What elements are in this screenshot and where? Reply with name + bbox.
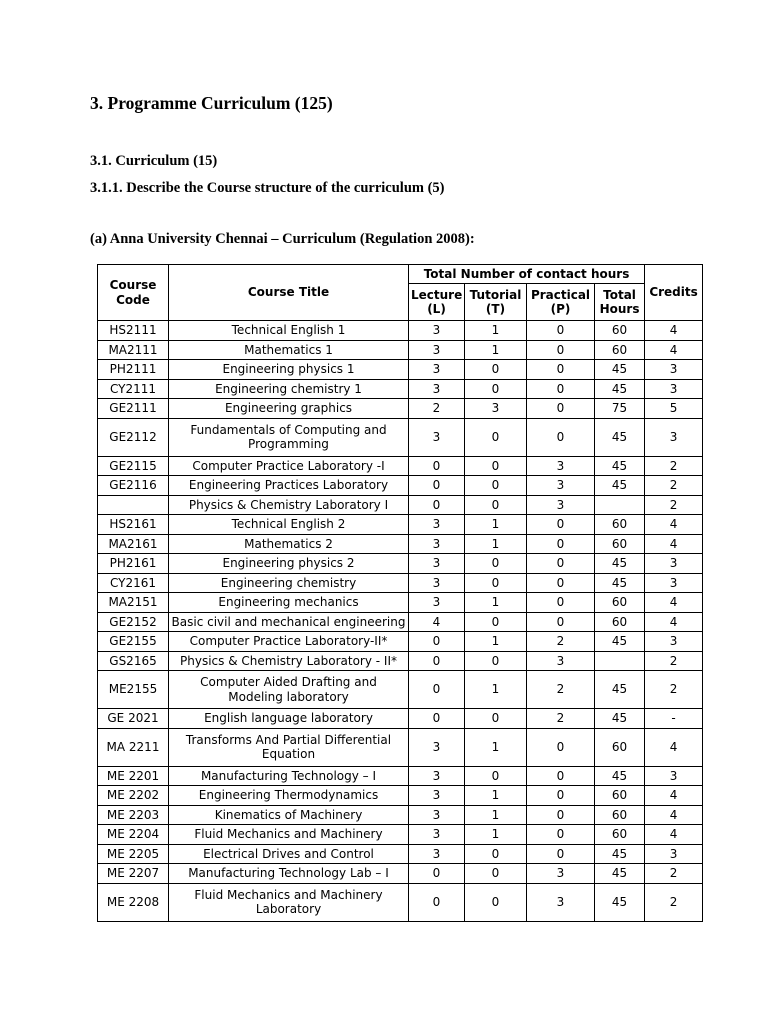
header-course-code: Course Code	[98, 265, 169, 321]
credits-cell: 3	[645, 379, 703, 399]
credits-cell: 2	[645, 456, 703, 476]
practical-cell: 3	[527, 651, 595, 671]
table-row	[98, 418, 703, 456]
course-title-cell: Kinematics of Machinery	[169, 805, 409, 825]
table-row	[98, 495, 703, 515]
tutorial-cell: 0	[465, 495, 527, 515]
tutorial-cell: 0	[465, 651, 527, 671]
lecture-cell: 3	[409, 593, 465, 613]
practical-cell: 2	[527, 671, 595, 709]
header-total-hours: Total Hours	[595, 284, 645, 321]
lecture-cell: 3	[409, 360, 465, 380]
practical-cell: 0	[527, 399, 595, 419]
total-hours-cell	[595, 651, 645, 671]
lecture-cell: 3	[409, 786, 465, 806]
table-row	[98, 728, 703, 766]
lecture-cell: 3	[409, 321, 465, 341]
course-title-cell: Technical English 1	[169, 321, 409, 341]
credits-cell: 4	[645, 825, 703, 845]
table-row	[98, 612, 703, 632]
lecture-cell: 3	[409, 805, 465, 825]
course-code-cell: ME 2201	[98, 766, 169, 786]
credits-cell: 4	[645, 515, 703, 535]
lecture-cell: 3	[409, 418, 465, 456]
course-code-cell: ME 2202	[98, 786, 169, 806]
course-code-cell: PH2111	[98, 360, 169, 380]
credits-cell: 3	[645, 418, 703, 456]
course-code-cell: CY2111	[98, 379, 169, 399]
table-row	[98, 515, 703, 535]
course-title-cell: Physics & Chemistry Laboratory - II*	[169, 651, 409, 671]
credits-cell: 2	[645, 671, 703, 709]
table-row	[98, 651, 703, 671]
credits-cell: 4	[645, 786, 703, 806]
course-code-cell: MA 2211	[98, 728, 169, 766]
tutorial-cell: 1	[465, 340, 527, 360]
course-title-cell: Engineering graphics	[169, 399, 409, 419]
practical-cell: 0	[527, 844, 595, 864]
course-title-cell: Engineering physics 2	[169, 554, 409, 574]
course-title-cell: Computer Practice Laboratory-II*	[169, 632, 409, 652]
table-row	[98, 360, 703, 380]
course-title-cell: Basic civil and mechanical engineering	[169, 612, 409, 632]
course-title-cell: Fundamentals of Computing and Programming	[169, 418, 409, 456]
table-row	[98, 340, 703, 360]
course-code-cell: MA2151	[98, 593, 169, 613]
lecture-cell: 3	[409, 534, 465, 554]
tutorial-cell: 0	[465, 844, 527, 864]
tutorial-cell: 1	[465, 728, 527, 766]
practical-cell: 0	[527, 728, 595, 766]
course-code-cell: GS2165	[98, 651, 169, 671]
header-credits: Credits	[645, 265, 703, 321]
total-hours-cell: 60	[595, 593, 645, 613]
total-hours-cell: 45	[595, 709, 645, 729]
page-title: 3. Programme Curriculum (125)	[90, 93, 333, 113]
course-title-cell: Manufacturing Technology Lab – I	[169, 864, 409, 884]
course-title-cell: Fluid Mechanics and Machinery	[169, 825, 409, 845]
tutorial-cell: 0	[465, 476, 527, 496]
course-code-cell: HS2161	[98, 515, 169, 535]
course-code-cell: MA2111	[98, 340, 169, 360]
total-hours-cell: 60	[595, 321, 645, 341]
course-title-cell: Computer Practice Laboratory -I	[169, 456, 409, 476]
practical-cell: 2	[527, 709, 595, 729]
credits-cell: -	[645, 709, 703, 729]
course-code-cell: GE2115	[98, 456, 169, 476]
header-course-title: Course Title	[169, 265, 409, 321]
credits-cell: 3	[645, 554, 703, 574]
lecture-cell: 0	[409, 709, 465, 729]
lecture-cell: 3	[409, 379, 465, 399]
tutorial-cell: 1	[465, 534, 527, 554]
tutorial-cell: 0	[465, 573, 527, 593]
tutorial-cell: 1	[465, 805, 527, 825]
lecture-cell: 2	[409, 399, 465, 419]
table-caption: (a) Anna University Chennai – Curriculum (Regulation 2008):	[90, 231, 475, 247]
lecture-cell: 0	[409, 632, 465, 652]
practical-cell: 0	[527, 766, 595, 786]
credits-cell: 4	[645, 805, 703, 825]
credits-cell: 2	[645, 495, 703, 515]
table-row	[98, 883, 703, 921]
curriculum-table-body	[98, 321, 703, 922]
total-hours-cell: 45	[595, 632, 645, 652]
course-title-cell: Mathematics 1	[169, 340, 409, 360]
practical-cell: 0	[527, 340, 595, 360]
total-hours-cell: 60	[595, 612, 645, 632]
tutorial-cell: 0	[465, 766, 527, 786]
lecture-cell: 0	[409, 883, 465, 921]
total-hours-cell: 60	[595, 515, 645, 535]
total-hours-cell: 45	[595, 766, 645, 786]
total-hours-cell: 45	[595, 864, 645, 884]
total-hours-cell: 60	[595, 825, 645, 845]
tutorial-cell: 0	[465, 709, 527, 729]
course-title-cell: Computer Aided Drafting and Modeling laboratory	[169, 671, 409, 709]
table-row	[98, 786, 703, 806]
practical-cell: 0	[527, 534, 595, 554]
practical-cell: 0	[527, 360, 595, 380]
lecture-cell: 0	[409, 864, 465, 884]
table-row	[98, 805, 703, 825]
course-code-cell: PH2161	[98, 554, 169, 574]
total-hours-cell: 60	[595, 805, 645, 825]
lecture-cell: 3	[409, 825, 465, 845]
total-hours-cell: 45	[595, 671, 645, 709]
practical-cell: 3	[527, 456, 595, 476]
course-code-cell: ME 2204	[98, 825, 169, 845]
tutorial-cell: 0	[465, 883, 527, 921]
credits-cell: 5	[645, 399, 703, 419]
lecture-cell: 3	[409, 728, 465, 766]
lecture-cell: 4	[409, 612, 465, 632]
course-code-cell: ME 2203	[98, 805, 169, 825]
credits-cell: 3	[645, 360, 703, 380]
total-hours-cell: 60	[595, 728, 645, 766]
tutorial-cell: 0	[465, 418, 527, 456]
tutorial-cell: 0	[465, 456, 527, 476]
curriculum-table	[97, 264, 703, 922]
practical-cell: 3	[527, 883, 595, 921]
lecture-cell: 3	[409, 844, 465, 864]
table-row	[98, 844, 703, 864]
course-code-cell: MA2161	[98, 534, 169, 554]
practical-cell: 0	[527, 786, 595, 806]
tutorial-cell: 1	[465, 515, 527, 535]
lecture-cell: 0	[409, 495, 465, 515]
total-hours-cell: 45	[595, 476, 645, 496]
total-hours-cell: 45	[595, 379, 645, 399]
total-hours-cell: 45	[595, 573, 645, 593]
table-row	[98, 671, 703, 709]
practical-cell: 3	[527, 476, 595, 496]
practical-cell: 0	[527, 321, 595, 341]
course-title-cell: Engineering chemistry	[169, 573, 409, 593]
course-code-cell	[98, 495, 169, 515]
lecture-cell: 0	[409, 651, 465, 671]
course-title-cell: Physics & Chemistry Laboratory I	[169, 495, 409, 515]
table-row	[98, 573, 703, 593]
table-row	[98, 864, 703, 884]
course-title-cell: Engineering chemistry 1	[169, 379, 409, 399]
total-hours-cell: 45	[595, 360, 645, 380]
course-title-cell: Engineering Practices Laboratory	[169, 476, 409, 496]
credits-cell: 4	[645, 728, 703, 766]
course-code-cell: GE2155	[98, 632, 169, 652]
practical-cell: 0	[527, 612, 595, 632]
course-title-cell: English language laboratory	[169, 709, 409, 729]
tutorial-cell: 0	[465, 612, 527, 632]
table-row	[98, 379, 703, 399]
course-title-cell: Mathematics 2	[169, 534, 409, 554]
practical-cell: 3	[527, 495, 595, 515]
course-title-cell: Technical English 2	[169, 515, 409, 535]
table-row	[98, 709, 703, 729]
practical-cell: 0	[527, 554, 595, 574]
table-row	[98, 554, 703, 574]
tutorial-cell: 1	[465, 671, 527, 709]
tutorial-cell: 0	[465, 864, 527, 884]
table-row	[98, 321, 703, 341]
course-code-cell: GE2152	[98, 612, 169, 632]
total-hours-cell	[595, 495, 645, 515]
lecture-cell: 3	[409, 766, 465, 786]
total-hours-cell: 60	[595, 786, 645, 806]
credits-cell: 2	[645, 476, 703, 496]
total-hours-cell: 45	[595, 456, 645, 476]
practical-cell: 3	[527, 864, 595, 884]
tutorial-cell: 0	[465, 379, 527, 399]
lecture-cell: 3	[409, 515, 465, 535]
course-code-cell: CY2161	[98, 573, 169, 593]
course-code-cell: HS2111	[98, 321, 169, 341]
tutorial-cell: 1	[465, 786, 527, 806]
course-title-cell: Engineering Thermodynamics	[169, 786, 409, 806]
course-title-cell: Electrical Drives and Control	[169, 844, 409, 864]
total-hours-cell: 45	[595, 844, 645, 864]
total-hours-cell: 60	[595, 340, 645, 360]
tutorial-cell: 0	[465, 360, 527, 380]
lecture-cell: 3	[409, 340, 465, 360]
table-row	[98, 399, 703, 419]
practical-cell: 0	[527, 379, 595, 399]
credits-cell: 3	[645, 766, 703, 786]
total-hours-cell: 75	[595, 399, 645, 419]
tutorial-cell: 1	[465, 321, 527, 341]
header-contact-hours: Total Number of contact hours	[409, 265, 645, 284]
header-practical: Practical (P)	[527, 284, 595, 321]
course-title-cell: Engineering mechanics	[169, 593, 409, 613]
practical-cell: 0	[527, 418, 595, 456]
credits-cell: 3	[645, 844, 703, 864]
lecture-cell: 0	[409, 476, 465, 496]
table-row	[98, 593, 703, 613]
course-title-cell: Manufacturing Technology – I	[169, 766, 409, 786]
credits-cell: 4	[645, 612, 703, 632]
table-row	[98, 825, 703, 845]
course-code-cell: GE2112	[98, 418, 169, 456]
table-row	[98, 456, 703, 476]
course-code-cell: ME2155	[98, 671, 169, 709]
credits-cell: 4	[645, 534, 703, 554]
credits-cell: 3	[645, 573, 703, 593]
lecture-cell: 3	[409, 573, 465, 593]
tutorial-cell: 0	[465, 554, 527, 574]
tutorial-cell: 1	[465, 593, 527, 613]
table-row	[98, 476, 703, 496]
table-row	[98, 534, 703, 554]
practical-cell: 2	[527, 632, 595, 652]
course-code-cell: GE 2021	[98, 709, 169, 729]
total-hours-cell: 45	[595, 554, 645, 574]
lecture-cell: 3	[409, 554, 465, 574]
course-title-cell: Transforms And Partial Differential Equation	[169, 728, 409, 766]
credits-cell: 3	[645, 632, 703, 652]
practical-cell: 0	[527, 825, 595, 845]
course-code-cell: ME 2208	[98, 883, 169, 921]
lecture-cell: 0	[409, 671, 465, 709]
tutorial-cell: 1	[465, 825, 527, 845]
total-hours-cell: 60	[595, 534, 645, 554]
section-heading-course-structure: 3.1.1. Describe the Course structure of the curriculum (5)	[90, 180, 445, 196]
practical-cell: 0	[527, 593, 595, 613]
credits-cell: 4	[645, 321, 703, 341]
section-heading-curriculum: 3.1. Curriculum (15)	[90, 153, 218, 169]
course-title-cell: Fluid Mechanics and Machinery Laboratory	[169, 883, 409, 921]
tutorial-cell: 3	[465, 399, 527, 419]
course-code-cell: GE2111	[98, 399, 169, 419]
lecture-cell: 0	[409, 456, 465, 476]
practical-cell: 0	[527, 573, 595, 593]
credits-cell: 4	[645, 340, 703, 360]
credits-cell: 4	[645, 593, 703, 613]
credits-cell: 2	[645, 651, 703, 671]
credits-cell: 2	[645, 883, 703, 921]
course-code-cell: GE2116	[98, 476, 169, 496]
tutorial-cell: 1	[465, 632, 527, 652]
practical-cell: 0	[527, 805, 595, 825]
practical-cell: 0	[527, 515, 595, 535]
credits-cell: 2	[645, 864, 703, 884]
course-title-cell: Engineering physics 1	[169, 360, 409, 380]
course-code-cell: ME 2207	[98, 864, 169, 884]
header-lecture: Lecture (L)	[409, 284, 465, 321]
total-hours-cell: 45	[595, 883, 645, 921]
course-code-cell: ME 2205	[98, 844, 169, 864]
table-row	[98, 766, 703, 786]
header-tutorial: Tutorial (T)	[465, 284, 527, 321]
table-row	[98, 632, 703, 652]
total-hours-cell: 45	[595, 418, 645, 456]
